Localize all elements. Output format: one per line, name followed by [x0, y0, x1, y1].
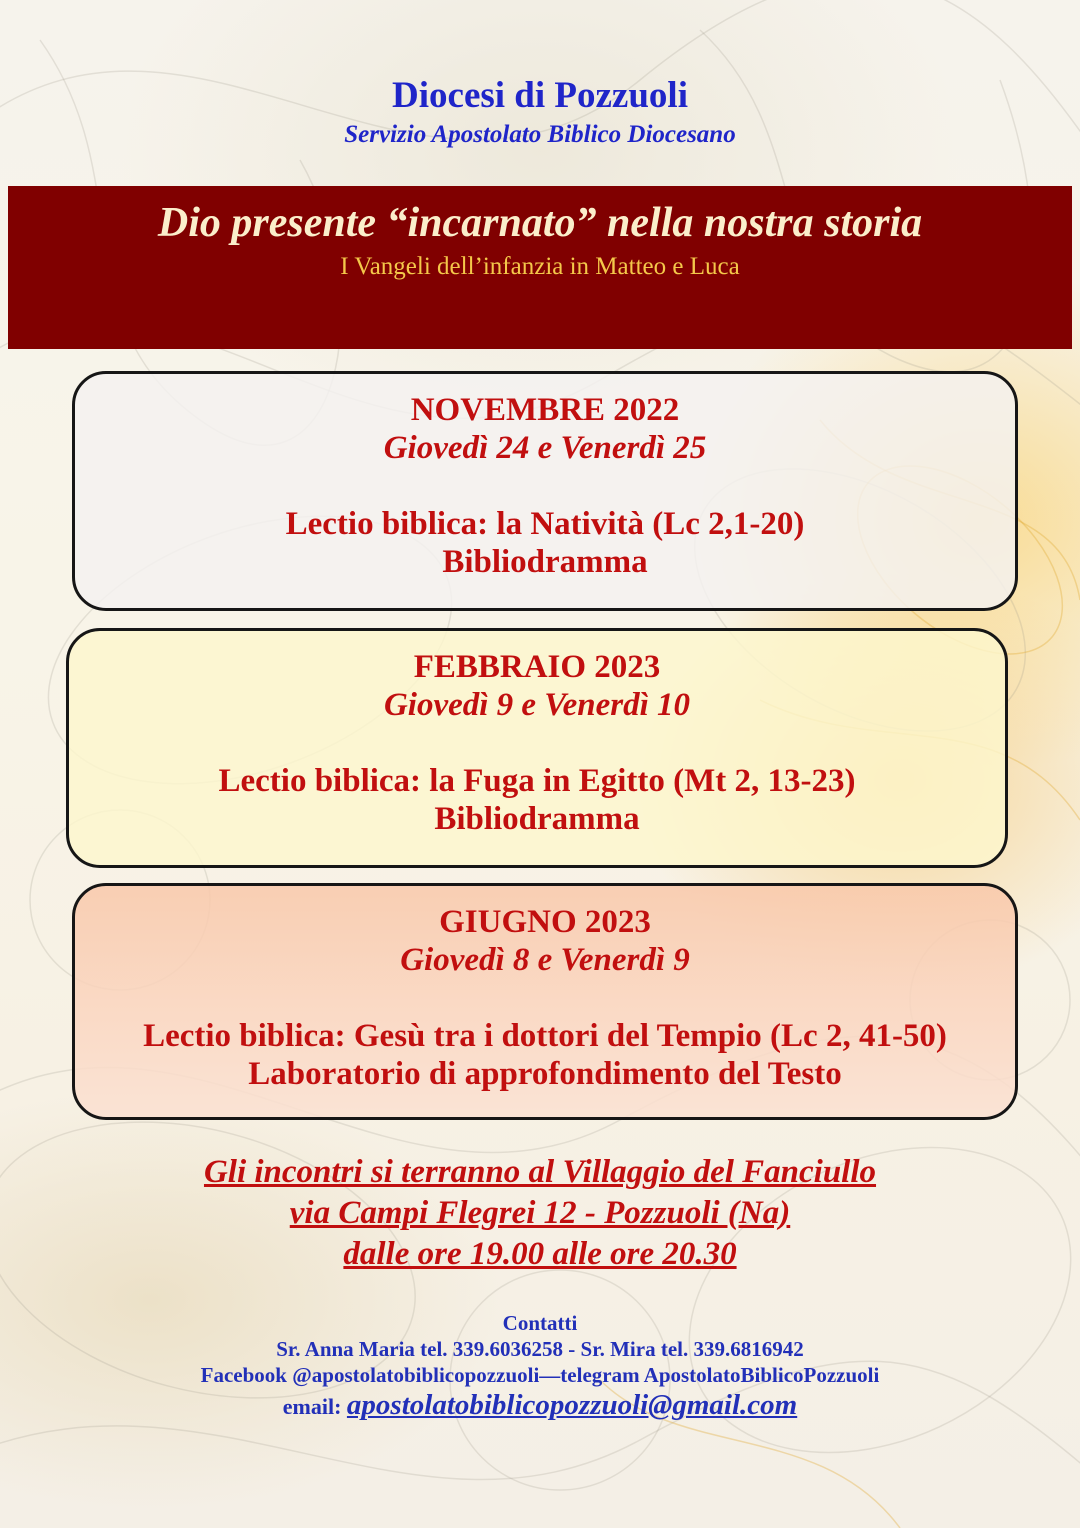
event-lectio: Lectio biblica: la Fuga in Egitto (Mt 2, 13-23)	[218, 763, 856, 799]
venue-info	[0, 1152, 1080, 1275]
banner-subtitle: I Vangeli dell’infanzia in Matteo e Luca	[340, 253, 740, 280]
venue-line-3: dalle ore 19.00 alle ore 20.30	[343, 1236, 737, 1272]
venue-line-2: via Campi Flegrei 12 - Pozzuoli (Na)	[289, 1195, 791, 1231]
event-lectio: Lectio biblica: Gesù tra i dottori del Tempio (Lc 2, 41-50)	[143, 1018, 947, 1054]
contacts-section	[0, 1310, 1080, 1424]
event-activity: Bibliodramma	[442, 544, 648, 580]
diocese-title: Diocesi di Pozzuoli	[392, 75, 688, 116]
event-card-february	[66, 628, 1008, 868]
event-days: Giovedì 9 e Venerdì 10	[383, 687, 691, 723]
service-subtitle: Servizio Apostolato Biblico Diocesano	[344, 121, 736, 148]
event-card-june	[72, 883, 1018, 1120]
contacts-phones: Sr. Anna Maria tel. 339.6036258 - Sr. Mira tel. 339.6816942	[276, 1337, 804, 1361]
contacts-social: Facebook @apostolatobiblicopozzuoli—telegram ApostolatoBiblicoPozzuoli	[200, 1363, 880, 1387]
header	[0, 74, 1080, 152]
title-banner	[8, 186, 1072, 349]
banner-title: Dio presente “incarnato” nella nostra storia	[157, 200, 923, 246]
event-activity: Bibliodramma	[434, 801, 640, 837]
event-days: Giovedì 24 e Venerdì 25	[383, 430, 707, 466]
contacts-heading: Contatti	[502, 1311, 578, 1335]
event-month: FEBBRAIO 2023	[413, 649, 661, 685]
venue-line-1: Gli incontri si terranno al Villaggio del Fanciullo	[203, 1154, 877, 1190]
event-activity: Laboratorio di approfondimento del Testo	[248, 1056, 842, 1092]
event-days: Giovedì 8 e Venerdì 9	[400, 942, 690, 978]
email-label: email:	[282, 1394, 347, 1419]
event-month: NOVEMBRE 2022	[410, 392, 680, 428]
event-lectio: Lectio biblica: la Natività (Lc 2,1-20)	[285, 506, 805, 542]
email-link[interactable]: apostolatobiblicopozzuoli@gmail.com	[346, 1389, 798, 1421]
contacts-email-line	[0, 1388, 1080, 1424]
event-month: GIUGNO 2023	[439, 904, 651, 940]
event-card-november	[72, 371, 1018, 611]
